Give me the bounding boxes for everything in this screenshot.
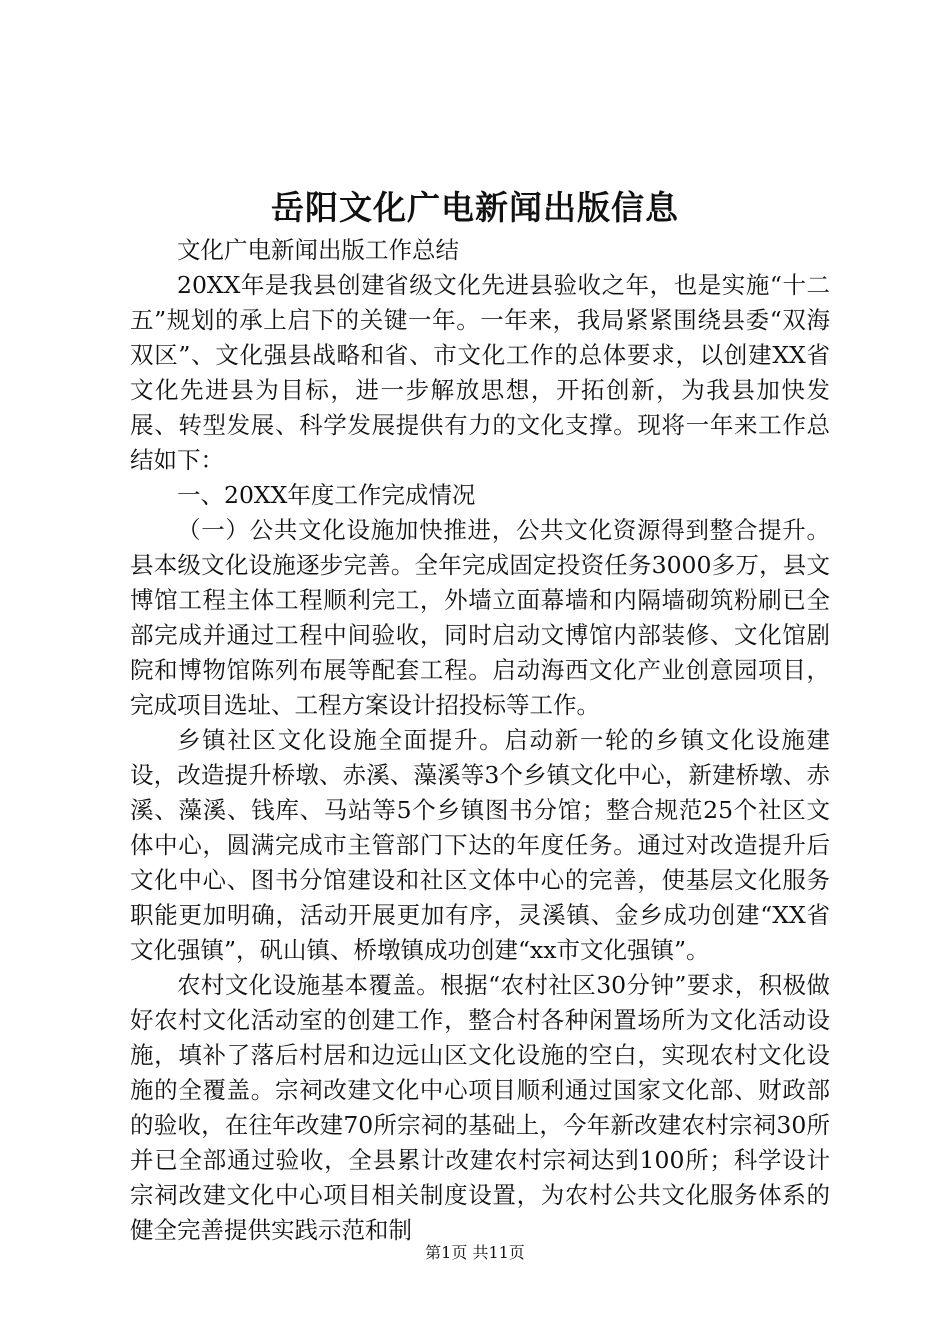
- section-heading: 一、20XX年度工作完成情况: [177, 481, 476, 509]
- paragraph-subtitle: 文化广电新闻出版工作总结: [177, 236, 459, 264]
- paragraph-rural: 农村文化设施基本覆盖。根据“农村社区30分钟”要求，积极做好农村文化活动室的创建工作，整合村各种闲置场所为文化活动设施，填补了落后村居和边远山区文化设施的空白，实现农村文化设施的全覆盖。宗祠改建文化中心项目顺利通过国家文化部、财政部的验收，在往年改建70所宗祠的基础上，今年新改建农村宗祠30所并已全部通过验收，全县累计改建农村宗祠达到100所；科学设计宗祠改建文化中心项目相关制度设置，为农村公共文化服务体系的健全完善提供实践示范和制: [130, 971, 830, 1244]
- document-title: 岳阳文化广电新闻出版信息: [271, 188, 679, 227]
- paragraph-intro: 20XX年是我县创建省级文化先进县验收之年，也是实施“十二五”规划的承上启下的关键一年。一年来，我局紧紧围绕县委“双海双区”、文化强县战略和省、市文化工作的总体要求，以创建XX省文化先进县为目标，进一步解放思想，开拓创新，为我县加快发展、转型发展、科学发展提供有力的文化支撑。现将一年来工作总结如下：: [130, 271, 830, 474]
- document-body: [130, 233, 830, 1248]
- page-footer: 第1页 共11页: [425, 1243, 525, 1262]
- paragraph-facilities: （一）公共文化设施加快推进，公共文化资源得到整合提升。县本级文化设施逐步完善。全年完成固定投资任务3000多万，县文博馆工程主体工程顺利完工，外墙立面幕墙和内隔墙砌筑粉刷已全部完成并通过工程中间验收，同时启动文博馆内部装修、文化馆剧院和博物馆陈列布展等配套工程。启动海西文化产业创意园项目，完成项目选址、工程方案设计招投标等工作。: [130, 516, 830, 719]
- paragraph-township: 乡镇社区文化设施全面提升。启动新一轮的乡镇文化设施建设，改造提升桥墩、赤溪、藻溪等3个乡镇文化中心，新建桥墩、赤溪、藻溪、钱库、马站等5个乡镇图书分馆；整合规范25个社区文体中心，圆满完成市主管部门下达的年度任务。通过对改造提升后文化中心、图书分馆建设和社区文体中心的完善，使基层文化服务职能更加明确，活动开展更加有序，灵溪镇、金乡成功创建“XX省文化强镇”，矾山镇、桥墩镇成功创建“xx市文化强镇”。: [130, 726, 830, 964]
